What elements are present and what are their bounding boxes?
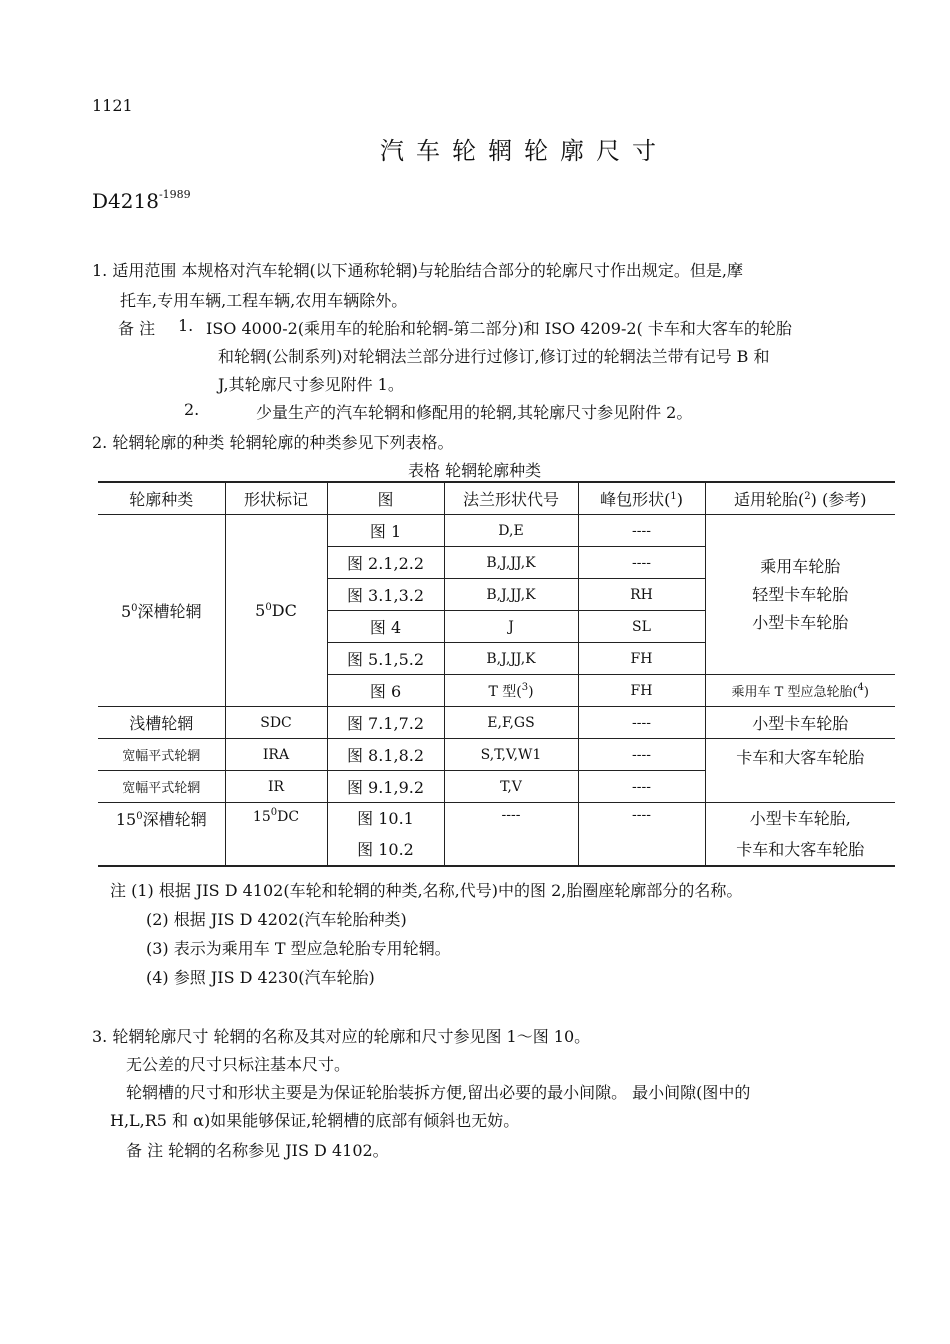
tire-truck-bus: 卡车和大客车轮胎 <box>736 840 865 859</box>
degree-mark: 0 <box>136 811 143 822</box>
section1-note1-line1: ISO 4000-2(乘用车的轮胎和轮辋-第二部分)和 ISO 4209-2( 卡车和大客车的轮胎 <box>206 319 792 338</box>
section1-line1: 1. 适用范围 本规格对汽车轮辋(以下通称轮辋)与轮胎结合部分的轮廓尺寸作出规定。但是,摩 <box>92 261 744 280</box>
section1-note-label: 备 注 <box>118 319 156 338</box>
document-title: 汽车轮辋轮廓尺寸 <box>380 137 668 165</box>
hump-cell: RH <box>578 579 705 611</box>
tire-cell: 小型卡车轮胎 <box>705 707 895 739</box>
deep15-kind-post: 深槽轮辋 <box>142 810 207 829</box>
header-tire-ref: 2 <box>804 491 811 502</box>
section3-line2: 无公差的尺寸只标注基本尺寸。 <box>126 1055 351 1074</box>
note-2: (2) 根据 JIS D 4202(汽车轮胎种类) <box>146 910 407 929</box>
table-row <box>98 707 895 739</box>
degree-mark: 0 <box>270 807 278 818</box>
mark-cell: IR <box>225 771 327 803</box>
hump-cell: FH <box>578 643 705 675</box>
section1-line2: 托车,专用车辆,工程车辆,农用车辆除外。 <box>120 291 408 310</box>
figure-10-1: 图 10.1 <box>357 809 414 828</box>
hump-cell: SL <box>578 611 705 643</box>
section3-remark: 备 注 轮辋的名称参见 JIS D 4102。 <box>126 1141 389 1160</box>
deep15-mark-post: DC <box>277 809 300 825</box>
tire-cell <box>705 803 895 867</box>
flange-cell: ---- <box>444 803 578 867</box>
table-caption: 表格 轮辋轮廓种类 <box>408 461 542 480</box>
note-3: (3) 表示为乘用车 T 型应急轮胎专用轮辋。 <box>146 939 451 958</box>
hump-cell: ---- <box>578 739 705 771</box>
section1-note2-text: 少量生产的汽车轮辋和修配用的轮辋,其轮廓尺寸参见附件 2。 <box>256 403 693 422</box>
tire-small-truck: 小型卡车轮胎, <box>749 809 851 828</box>
deep5-kind-pre: 5 <box>120 602 132 621</box>
flange-cell: B,J,JJ,K <box>444 643 578 675</box>
note-ref: 3 <box>521 681 529 693</box>
figure-cell: 图 2.1,2.2 <box>327 547 444 579</box>
rim-profile-table <box>98 481 895 867</box>
header-shape-mark: 形状标记 <box>225 482 327 515</box>
tire-cell: 卡车和大客车轮胎 <box>705 739 895 803</box>
header-hump-ref: 1 <box>670 491 677 502</box>
flange-cell: J <box>444 611 578 643</box>
figure-cell: 图 6 <box>327 675 444 707</box>
degree-mark: 0 <box>265 602 272 613</box>
hump-cell: ---- <box>578 515 705 547</box>
mark-cell <box>225 803 327 867</box>
tire-t-type-emergency: 乘用车 T 型应急轮胎( <box>731 685 858 700</box>
kind-cell: 宽幅平式轮辋 <box>98 771 225 803</box>
flange-cell: E,F,GS <box>444 707 578 739</box>
tire-light-truck: 轻型卡车轮胎 <box>752 584 849 604</box>
tire-small-truck: 小型卡车轮胎 <box>752 612 849 632</box>
deep5-mark-cell <box>225 515 327 707</box>
page-number: 1121 <box>92 96 133 115</box>
hump-cell: ---- <box>578 771 705 803</box>
flange-t-type: T 型( <box>488 683 522 700</box>
header-tire-text: 适用轮胎( <box>734 490 805 509</box>
table-row <box>98 515 895 547</box>
degree-mark: 0 <box>131 603 138 614</box>
tire-passenger: 乘用车轮胎 <box>760 556 841 576</box>
section3-line3: 轮辋槽的尺寸和形状主要是为保证轮胎装拆方便,留出必要的最小间隙。 最小间隙(图中的 <box>126 1083 751 1102</box>
figure-cell: 图 4 <box>327 611 444 643</box>
figure-cell: 图 5.1,5.2 <box>327 643 444 675</box>
kind-cell: 宽幅平式轮辋 <box>98 739 225 771</box>
header-flange-code: 法兰形状代号 <box>444 482 578 515</box>
hump-cell: ---- <box>578 707 705 739</box>
header-hump-text: 峰包形状( <box>600 490 671 509</box>
table-header-row <box>98 482 895 515</box>
header-hump-close: ) <box>676 490 683 509</box>
flange-cell <box>444 675 578 707</box>
deep5-kind-post: 深槽轮辋 <box>137 602 202 621</box>
deep15-mark-pre: 15 <box>252 809 271 825</box>
figure-cell: 图 3.1,3.2 <box>327 579 444 611</box>
deep5-tires-cell <box>705 515 895 675</box>
section1-note1-line2: 和轮辋(公制系列)对轮辋法兰部分进行过修订,修订过的轮辋法兰带有记号 B 和 <box>218 347 770 366</box>
table-row <box>98 739 895 771</box>
header-hump-shape <box>578 482 705 515</box>
standard-number: D4218 <box>92 189 159 213</box>
section2-line1: 2. 轮辋轮廓的种类 轮辋轮廓的种类参见下列表格。 <box>92 433 454 452</box>
tire-close: ) <box>863 685 869 700</box>
flange-cell: D,E <box>444 515 578 547</box>
section1-note1-number: 1. <box>178 316 194 335</box>
figure-cell: 图 9.1,9.2 <box>327 771 444 803</box>
hump-cell: ---- <box>578 547 705 579</box>
deep15-kind-pre: 15 <box>115 810 137 829</box>
kind-cell <box>98 803 225 867</box>
note-4: (4) 参照 JIS D 4230(汽车轮胎) <box>146 968 375 987</box>
header-profile-kind: 轮廓种类 <box>98 482 225 515</box>
figure-cell: 图 8.1,8.2 <box>327 739 444 771</box>
section1-note2-number: 2. <box>184 400 200 419</box>
tire-cell <box>705 675 895 707</box>
flange-cell: S,T,V,W1 <box>444 739 578 771</box>
section3-line4: H,L,R5 和 α)如果能够保证,轮辋槽的底部有倾斜也无妨。 <box>110 1111 520 1130</box>
table-row <box>98 803 895 867</box>
header-figure: 图 <box>327 482 444 515</box>
deep5-mark-pre: 5 <box>255 601 266 620</box>
section3-line1: 3. 轮辋轮廓尺寸 轮辋的名称及其对应的轮廓和尺寸参见图 1～图 10。 <box>92 1027 591 1046</box>
deep5-mark-post: DC <box>271 601 297 620</box>
figure-cell <box>327 803 444 867</box>
section1-note1-line3: J,其轮廓尺寸参见附件 1。 <box>218 375 404 394</box>
flange-close: ) <box>528 683 534 700</box>
header-applicable-tire <box>705 482 895 515</box>
flange-cell: B,J,JJ,K <box>444 547 578 579</box>
flange-cell: T,V <box>444 771 578 803</box>
note-1: 注 (1) 根据 JIS D 4102(车轮和轮辋的种类,名称,代号)中的图 2,胎圈座轮廓部分的名称。 <box>110 881 743 900</box>
header-tire-close: ) (参考) <box>810 490 867 509</box>
mark-cell: SDC <box>225 707 327 739</box>
figure-cell: 图 1 <box>327 515 444 547</box>
hump-cell: ---- <box>578 803 705 867</box>
figure-10-2: 图 10.2 <box>357 840 414 859</box>
deep5-kind-cell <box>98 515 225 707</box>
standard-code <box>92 188 191 213</box>
mark-cell: IRA <box>225 739 327 771</box>
flange-cell: B,J,JJ,K <box>444 579 578 611</box>
note-ref: 4 <box>857 682 864 693</box>
figure-cell: 图 7.1,7.2 <box>327 707 444 739</box>
standard-year: -1989 <box>158 188 191 201</box>
hump-cell: FH <box>578 675 705 707</box>
kind-cell: 浅槽轮辋 <box>98 707 225 739</box>
